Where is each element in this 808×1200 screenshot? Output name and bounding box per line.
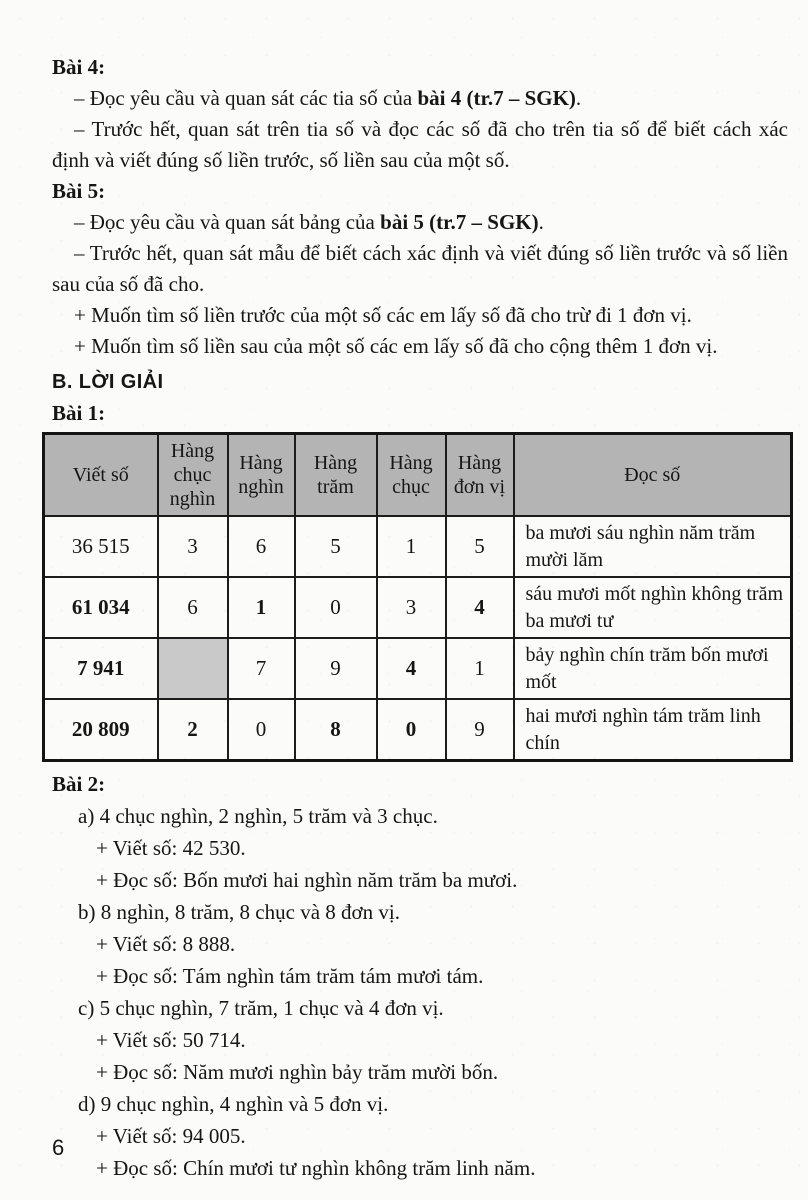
digit-cell-don-vi: 1 [446, 638, 514, 699]
digit-cell-chuc-nghin-empty [158, 638, 228, 699]
table-row [44, 699, 792, 761]
col-header-hang-nghin: Hàng nghìn [228, 434, 295, 517]
table-row [44, 577, 792, 638]
doc-so-cell: bảy nghìn chín trăm bốn mươi mốt [514, 638, 792, 699]
viet-so-cell: 20 809 [44, 699, 158, 761]
digit-cell-chuc-nghin: 2 [158, 699, 228, 761]
bai5-p1-post: . [538, 210, 544, 234]
digit-cell-nghin: 1 [228, 577, 295, 638]
solutions-section-heading: B. LỜI GIẢI [52, 371, 164, 393]
bai5-paragraph-4: + Muốn tìm số liền sau của một số các em lấy số đã cho cộng thêm 1 đơn vị. [74, 334, 718, 358]
bai2-viet-so-line: + Viết số: 50 714. [96, 1028, 246, 1052]
digit-cell-chuc: 1 [377, 516, 446, 577]
digit-cell-chuc: 4 [377, 638, 446, 699]
bai2-doc-so-line: + Đọc số: Bốn mươi hai nghìn năm trăm ba mươi. [96, 868, 518, 892]
bai2-viet-so-line: + Viết số: 42 530. [96, 836, 246, 860]
col-header-hang-tram: Hàng trăm [295, 434, 377, 517]
viet-so-cell: 61 034 [44, 577, 158, 638]
bai5-paragraph-2: – Trước hết, quan sát mẫu để biết cách xác định và viết đúng số liền trước và số liền sau của số đã cho. [52, 241, 788, 296]
bai5-paragraph-3: + Muốn tìm số liền trước của một số các em lấy số đã cho trừ đi 1 đơn vị. [74, 303, 692, 327]
col-header-hang-chuc: Hàng chục [377, 434, 446, 517]
digit-cell-tram: 0 [295, 577, 377, 638]
bai5-p1-bold-ref: bài 5 (tr.7 – SGK) [380, 210, 539, 234]
bai2-item-label: c) 5 chục nghìn, 7 trăm, 1 chục và 4 đơn vị. [78, 996, 444, 1020]
bai4-p1-pre: – Đọc yêu cầu và quan sát các tia số của [74, 86, 418, 110]
digit-cell-tram: 8 [295, 699, 377, 761]
bai2-item-b [52, 896, 788, 992]
digit-cell-don-vi: 4 [446, 577, 514, 638]
digit-cell-nghin: 6 [228, 516, 295, 577]
bai2-item-d [52, 1088, 788, 1184]
bai4-p1-bold-ref: bài 4 (tr.7 – SGK) [417, 86, 576, 110]
col-header-viet-so: Viết số [44, 434, 158, 517]
bai5-p1-pre: – Đọc yêu cầu và quan sát bảng của [74, 210, 381, 234]
digit-cell-chuc: 3 [377, 577, 446, 638]
bai4-paragraph-2: – Trước hết, quan sát trên tia số và đọc các số đã cho trên tia số để biết cách xác định và viết đúng số liền trước, số liền sau của một số. [52, 117, 788, 172]
doc-so-cell: sáu mươi mốt nghìn không trăm ba mươi tư [514, 577, 792, 638]
digit-cell-chuc-nghin: 6 [158, 577, 228, 638]
digit-cell-chuc: 0 [377, 699, 446, 761]
col-header-doc-so: Đọc số [514, 434, 792, 517]
digit-cell-nghin: 0 [228, 699, 295, 761]
bai4-paragraph-1 [52, 83, 788, 114]
bai2-item-c [52, 992, 788, 1088]
doc-so-cell: ba mươi sáu nghìn năm trăm mười lăm [514, 516, 792, 577]
bai2-item-label: a) 4 chục nghìn, 2 nghìn, 5 trăm và 3 chục. [78, 804, 438, 828]
col-header-hang-chuc-nghin: Hàng chục nghìn [158, 434, 228, 517]
bai4-p1-post: . [575, 86, 582, 110]
bai2-viet-so-line: + Viết số: 94 005. [96, 1124, 246, 1148]
bai1-heading: Bài 1: [52, 401, 106, 425]
bai2-item-label: b) 8 nghìn, 8 trăm, 8 chục và 8 đơn vị. [78, 900, 400, 924]
col-header-hang-don-vi: Hàng đơn vị [446, 434, 514, 517]
bai2-item-a [52, 800, 788, 896]
bai5-paragraph-1 [52, 207, 788, 238]
digit-cell-tram: 9 [295, 638, 377, 699]
digit-cell-don-vi: 9 [446, 699, 514, 761]
place-value-table [42, 432, 793, 762]
bai5-heading: Bài 5: [52, 179, 106, 203]
bai2-doc-so-line: + Đọc số: Chín mươi tư nghìn không trăm linh năm. [96, 1156, 536, 1180]
bai2-doc-so-line: + Đọc số: Năm mươi nghìn bảy trăm mười bốn. [96, 1060, 499, 1084]
table-row [44, 516, 792, 577]
table-row [44, 638, 792, 699]
bai2-item-label: d) 9 chục nghìn, 4 nghìn và 5 đơn vị. [78, 1092, 389, 1116]
digit-cell-chuc-nghin: 3 [158, 516, 228, 577]
doc-so-cell: hai mươi nghìn tám trăm linh chín [514, 699, 792, 761]
viet-so-cell: 36 515 [44, 516, 158, 577]
digit-cell-nghin: 7 [228, 638, 295, 699]
bai4-heading: Bài 4: [52, 55, 106, 79]
digit-cell-tram: 5 [295, 516, 377, 577]
bai2-doc-so-line: + Đọc số: Tám nghìn tám trăm tám mươi tám. [96, 964, 484, 988]
page-number: 6 [52, 1135, 65, 1160]
bai2-viet-so-line: + Viết số: 8 888. [96, 932, 236, 956]
table-header-row [44, 434, 792, 517]
viet-so-cell: 7 941 [44, 638, 158, 699]
bai2-heading: Bài 2: [52, 772, 106, 796]
digit-cell-don-vi: 5 [446, 516, 514, 577]
